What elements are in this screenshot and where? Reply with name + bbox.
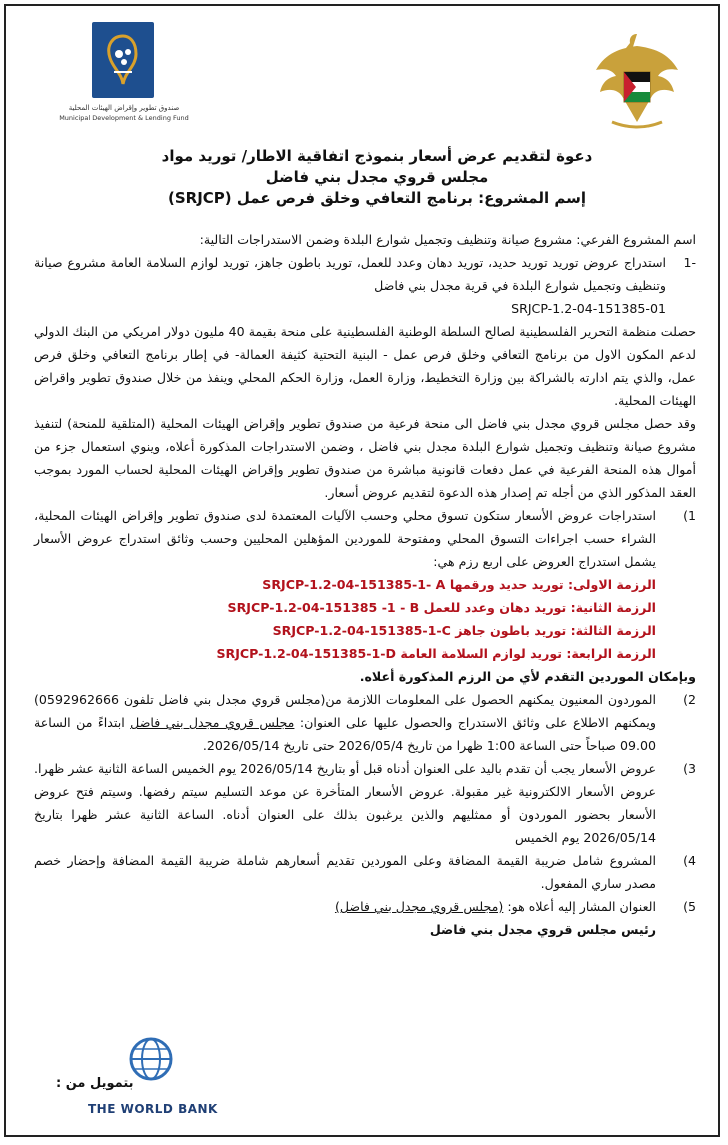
item-3 xyxy=(34,757,696,849)
item-2-phone: 0592962666 xyxy=(38,692,120,707)
item-5 xyxy=(34,895,696,918)
announcement-body xyxy=(34,228,696,941)
package-4-label: الرزمة الرابعة: توريد لوازم السلامة العامة xyxy=(400,646,656,661)
title-line-3: إسم المشروع: برنامج التعافي وخلق فرص عمل (SRJCP) xyxy=(168,189,586,207)
palestine-eagle-emblem xyxy=(592,26,682,136)
paragraph-subgrant: وقد حصل مجلس قروي مجدل بني فاضل الى منحة فرعية من صندوق تطوير وإقراض الهيئات المحلية (المتلقية للمنحة) لتنفيذ مشروع صيانة وتنظيف وتجميل شوارع البلدة مجدل بني فاضل ، وضمن الاستدراجات المذكورة أعلاه، وينوي استعمال جزء من أموال هذه المنحة الفرعية في عمل دفعات قانونية مباشرة من صندوق تطوير وإقراض الهيئات المحلية لحساب المورد بموجب العقد المذكور الذي من أجله تم إصدار هذه الدعوة لتقديم عروض أسعار. xyxy=(34,416,696,500)
world-bank-globe-icon xyxy=(128,1036,174,1098)
package-3-label: الرزمة الثالثة: توريد باطون جاهز xyxy=(455,623,656,638)
package-1-code: SRJCP-1.2-04-151385-1- A xyxy=(262,577,446,592)
intro-item-1-number: -1 xyxy=(683,255,696,270)
mdlf-logo-mark xyxy=(92,22,154,98)
mdlf-name-ar: صندوق تطوير وإقراض الهيئات المحلية xyxy=(68,104,180,112)
signature-line: رئيس مجلس قروي مجدل بني فاضل xyxy=(429,922,656,937)
funding-label: بتمويل من : xyxy=(56,1076,134,1091)
item-2-address: مجلس قروي مجدل بني فاضل xyxy=(130,715,295,730)
funding-block xyxy=(46,1036,226,1136)
package-3-code: SRJCP-1.2-04-151385-1-C xyxy=(272,623,451,638)
intro-item-1-code-line xyxy=(34,297,696,320)
item-5-label: العنوان المشار إليه أعلاه هو: xyxy=(507,899,656,914)
item-5-number: 5) xyxy=(683,899,696,914)
item-1-number: 1) xyxy=(683,508,696,523)
paragraph-grant: حصلت منظمة التحرير الفلسطينية لصالح السلطة الوطنية الفلسطينية على منحة بقيمة 40 مليون دولار امريكي من البنك الدولي لدعم المكون الاول من برنامج التعافي وخلق فرص عمل - البنية التحتية كثيفة العمالة- في إطار برنامج التعافي وخلق فرص عمل، والذي يتم ادارته بالشراكة بين وزارة التخطيط، وزارة العمل، وزارة الحكم المحلي وينفذ من خلال صندوق تطوير واقراض الهيئات المحلية. xyxy=(34,324,696,408)
title-line-1: دعوة لتقديم عرض أسعار بنموذج اتفاقية الاطار/ توريد مواد xyxy=(161,147,593,165)
item-5-address: (مجلس قروي مجدل بني فاضل) xyxy=(334,899,504,914)
world-bank-logo-text: THE WORLD BANK xyxy=(88,1102,218,1116)
item-2-text-b: ) ويمكنهم الاطلاع على وثائق الاستدراج والحصول عليها على العنوان: xyxy=(34,692,656,730)
item-2-text-c: ابتداءً من الساعة 09.00 صباحاً حتى الساعة 1:00 ظهرا من تاريخ 2026/05/4 حتى تاريخ 2026/05/14. xyxy=(34,715,656,753)
item-1 xyxy=(34,504,696,573)
mdlf-name-en: Municipal Development & Lending Fund xyxy=(59,114,189,122)
intro-item-1-text: استدراج عروض توريد توريد حديد، توريد دهان وعدد للعمل، توريد باطون جاهز، توريد لوازم السلامة العامة مشروع صيانة وتنظيف وتجميل شوارع البلدة في قرية مجدل بني فاضل xyxy=(34,255,666,293)
item-4 xyxy=(34,849,696,895)
item-1-text: استدراجات عروض الأسعار ستكون تسوق محلي وحسب الآليات المعتمدة لدى صندوق تطوير وإقراض الهيئات المحلية، الشراء حسب اجراءات التسوق المحلي ومفتوحة للموردين المؤهلين المحليين وحسب وثائق استدراج عروض الأسعار يشمل استدراج العروض على اربع رزم هي: xyxy=(34,508,656,569)
after-packages-note: وبإمكان الموردين التقدم لأي من الرزم المذكورة أعلاه. xyxy=(359,669,696,684)
package-1-label: الرزمة الاولى: توريد حديد ورقمها xyxy=(449,577,656,592)
item-2-text-a: الموردون المعنيون يمكنهم الحصول على المعلومات اللازمة من(مجلس قروي مجدل بني فاضل تلفون xyxy=(123,692,656,707)
mdlf-logo xyxy=(34,22,214,132)
package-1 xyxy=(34,573,696,596)
intro-item-1 xyxy=(34,251,696,297)
header-titles xyxy=(156,146,598,209)
package-2-code: SRJCP-1.2-04-151385 -1 - B xyxy=(227,600,420,615)
item-2-number: 2) xyxy=(683,692,696,707)
item-2 xyxy=(34,688,696,757)
intro-item-1-code: SRJCP-1.2-04-151385-01 xyxy=(511,301,666,316)
title-line-2: مجلس قروي مجدل بني فاضل xyxy=(265,168,489,186)
item-3-text: عروض الأسعار يجب أن تقدم باليد على العنوان أدناه قبل أو بتاريخ 2026/05/14 يوم الخميس الساعة الثانية عشر ظهرا. عروض الأسعار الالكترونية غير مقبولة. عروض الأسعار المتأخرة عن موعد التسليم سيتم رفضها. وسيتم فتح عروض الأسعار بحضور الموردون أو ممثليهم والذين يرغبون بذلك على العنوان أدناه. الساعة الثانية عشر ظهرا بتاريخ 2026/05/14 يوم الخميس xyxy=(34,761,656,845)
item-4-text: المشروع شامل ضريبة القيمة المضافة وعلى الموردين تقديم أسعارهم شاملة ضريبة القيمة المضافة وإحضار خصم مصدر ساري المفعول. xyxy=(34,853,656,891)
announcement-frame xyxy=(4,4,720,1137)
package-4-code: SRJCP-1.2-04-151385-1-D xyxy=(216,646,396,661)
package-2-label: الرزمة الثانية: توريد دهان وعدد للعمل xyxy=(423,600,656,615)
subproject-line: اسم المشروع الفرعي: مشروع صيانة وتنظيف وتجميل شوارع البلدة وضمن الاستدراجات التالية: xyxy=(199,232,696,247)
package-3 xyxy=(34,619,696,642)
item-4-number: 4) xyxy=(683,853,696,868)
item-3-number: 3) xyxy=(683,761,696,776)
package-4 xyxy=(34,642,696,665)
package-2 xyxy=(34,596,696,619)
